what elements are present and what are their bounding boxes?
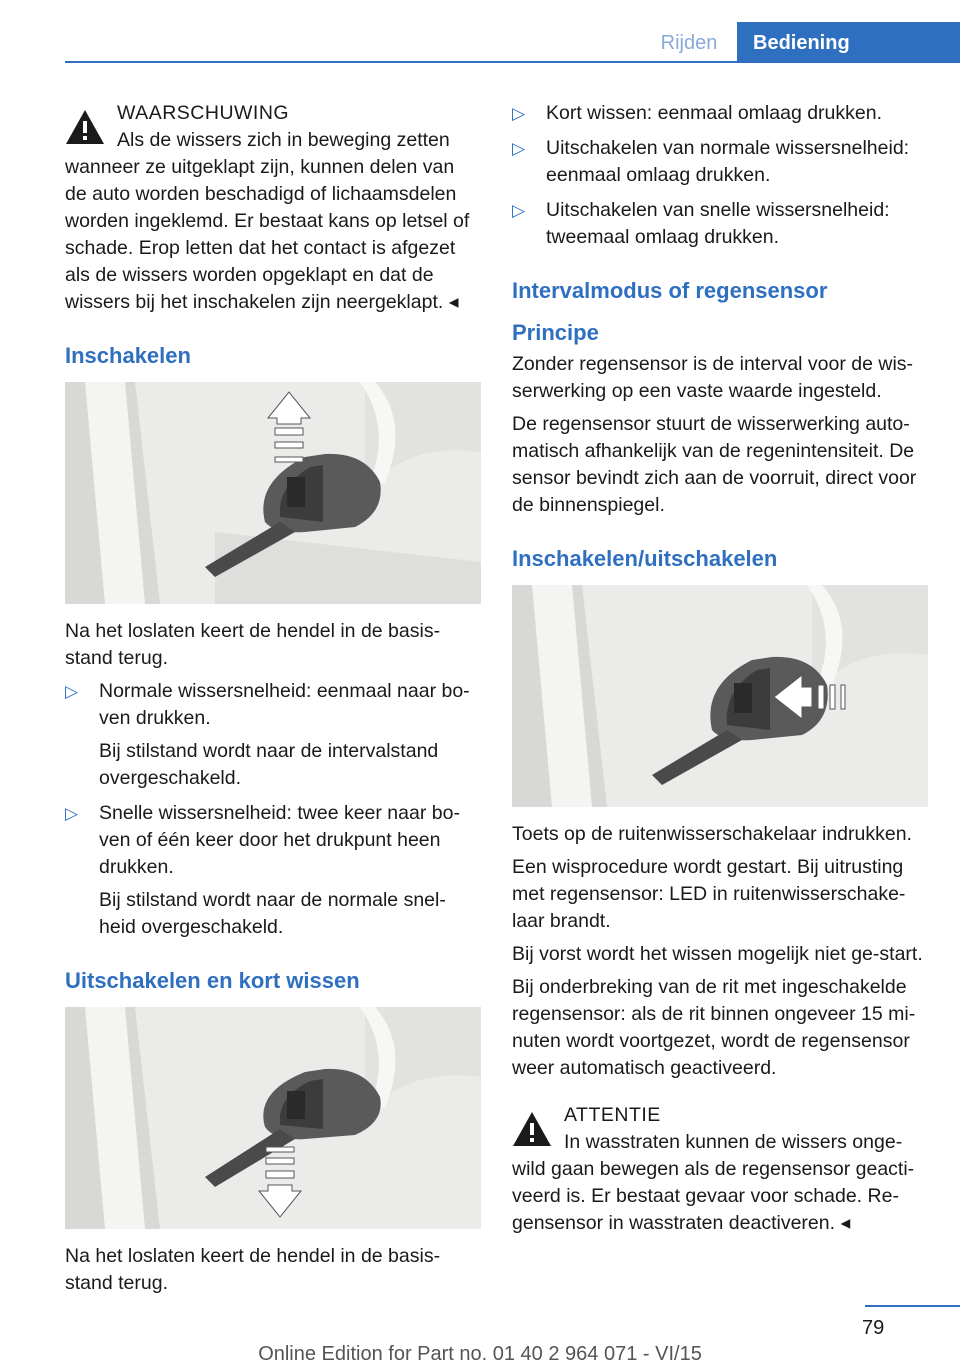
para-release-2: Na het loslaten keert de hendel in de basis-stand terug. <box>65 1245 441 1294</box>
left-column <box>65 100 481 1303</box>
para-principle-1: Zonder regensensor is de interval voor de wis-serwerking op een vaste waarde ingesteld. <box>512 353 914 402</box>
page-footer <box>0 1305 960 1365</box>
page-number: 79 <box>862 1317 885 1339</box>
para-principle-2: De regensensor stuurt de wisserwerking auto-matisch afhankelijk van de regenintensiteit. De sensor bevindt zich aan de voorruit, direct voor de binnenspiegel. <box>512 413 917 516</box>
bullet-text: Kort wissen: eenmaal omlaag drukken. <box>546 102 883 124</box>
lever-up-illustration <box>65 382 481 604</box>
bullet-subtext: Bij stilstand wordt naar de normale snel-heid overgeschakeld. <box>99 889 446 938</box>
figure-lever-up <box>65 382 481 604</box>
triangle-bullet-icon: ▷ <box>512 201 526 220</box>
header-divider <box>65 61 960 63</box>
bullet-text: Uitschakelen van snelle wissersnelheid: tweemaal omlaag drukken. <box>546 199 890 248</box>
list-item <box>65 678 481 792</box>
bullet-subtext: Bij stilstand wordt naar de intervalstand overgeschakeld. <box>99 740 439 789</box>
warning-triangle-icon <box>65 108 105 146</box>
header-tab-rijden[interactable]: Rijden <box>660 32 718 54</box>
right-column <box>512 100 928 1241</box>
bullets-switch-on <box>65 678 481 941</box>
warning-triangle-icon <box>512 1110 552 1148</box>
lever-button-illustration <box>512 585 928 807</box>
triangle-bullet-icon: ▷ <box>65 682 79 701</box>
warning-first-line: Als de wissers zich in beweging zetten <box>117 129 450 151</box>
bullet-text: Snelle wissersnelheid: twee keer naar bo-ven of één keer door het drukpunt heen drukken. <box>99 802 460 878</box>
page-header <box>0 0 960 62</box>
triangle-bullet-icon: ▷ <box>65 804 79 823</box>
para-toggle-1: Toets op de ruitenwisserschakelaar indrukken. <box>512 823 912 845</box>
caution-block <box>512 1102 928 1237</box>
triangle-bullet-icon: ▷ <box>512 104 526 123</box>
list-item <box>65 800 481 941</box>
para-release-1: Na het loslaten keert de hendel in de basis-stand terug. <box>65 620 441 669</box>
heading-uitschakelen: Uitschakelen en kort wissen <box>65 968 360 993</box>
caution-title: ATTENTIE <box>564 1104 661 1126</box>
figure-lever-down <box>65 1007 481 1229</box>
edition-line: Online Edition for Part no. 01 40 2 964 071 - VI/15 <box>258 1343 702 1365</box>
warning-title: WAARSCHUWING <box>117 102 290 124</box>
lever-down-illustration <box>65 1007 481 1229</box>
caution-first-line: In wasstraten kunnen de wissers onge- <box>564 1131 903 1153</box>
bullets-switch-off <box>512 100 928 251</box>
warning-body: wanneer ze uitgeklapt zijn, kunnen delen van de auto worden beschadigd of lichaamsdelen worden ingeklemd. Er bestaat kans op letsel of schade. Erop letten dat het contact is afgezet als de wissers worden opgeklapt en dat de wissers bij het inschakelen zijn neergeklapt. ◂ <box>65 154 481 316</box>
list-item <box>512 135 928 189</box>
triangle-bullet-icon: ▷ <box>512 139 526 158</box>
bullet-text: Uitschakelen van normale wissersnelheid: eenmaal omlaag drukken. <box>546 137 910 186</box>
para-toggle-2: Een wisprocedure wordt gestart. Bij uitrusting met regensensor: LED in ruitenwisserschake-laar brandt. <box>512 856 906 932</box>
para-toggle-4: Bij onderbreking van de rit met ingeschakelde regensensor: als de rit binnen ongeveer 15 mi-nuten wordt voortgezet, wordt de regensensor weer automatisch geactiveerd. <box>512 976 916 1079</box>
list-item <box>512 100 928 127</box>
header-tab-bediening[interactable]: Bediening <box>737 22 960 62</box>
list-item <box>512 197 928 251</box>
warning-block <box>65 100 481 316</box>
heading-inschakelen: Inschakelen <box>65 343 191 368</box>
caution-body: wild gaan bewegen als de regensensor geacti-veerd is. Er bestaat gevaar voor schade. Re-gensensor in wasstraten deactiveren. ◂ <box>512 1156 928 1237</box>
bullet-text: Normale wissersnelheid: eenmaal naar bo-ven drukken. <box>99 680 470 729</box>
heading-principle: Principe <box>512 320 599 345</box>
para-toggle-3: Bij vorst wordt het wissen mogelijk niet ge-start. <box>512 943 923 965</box>
footer-divider <box>865 1305 960 1307</box>
heading-toggle: Inschakelen/uitschakelen <box>512 546 778 571</box>
heading-interval: Intervalmodus of regensensor <box>512 278 828 303</box>
figure-lever-button <box>512 585 928 807</box>
